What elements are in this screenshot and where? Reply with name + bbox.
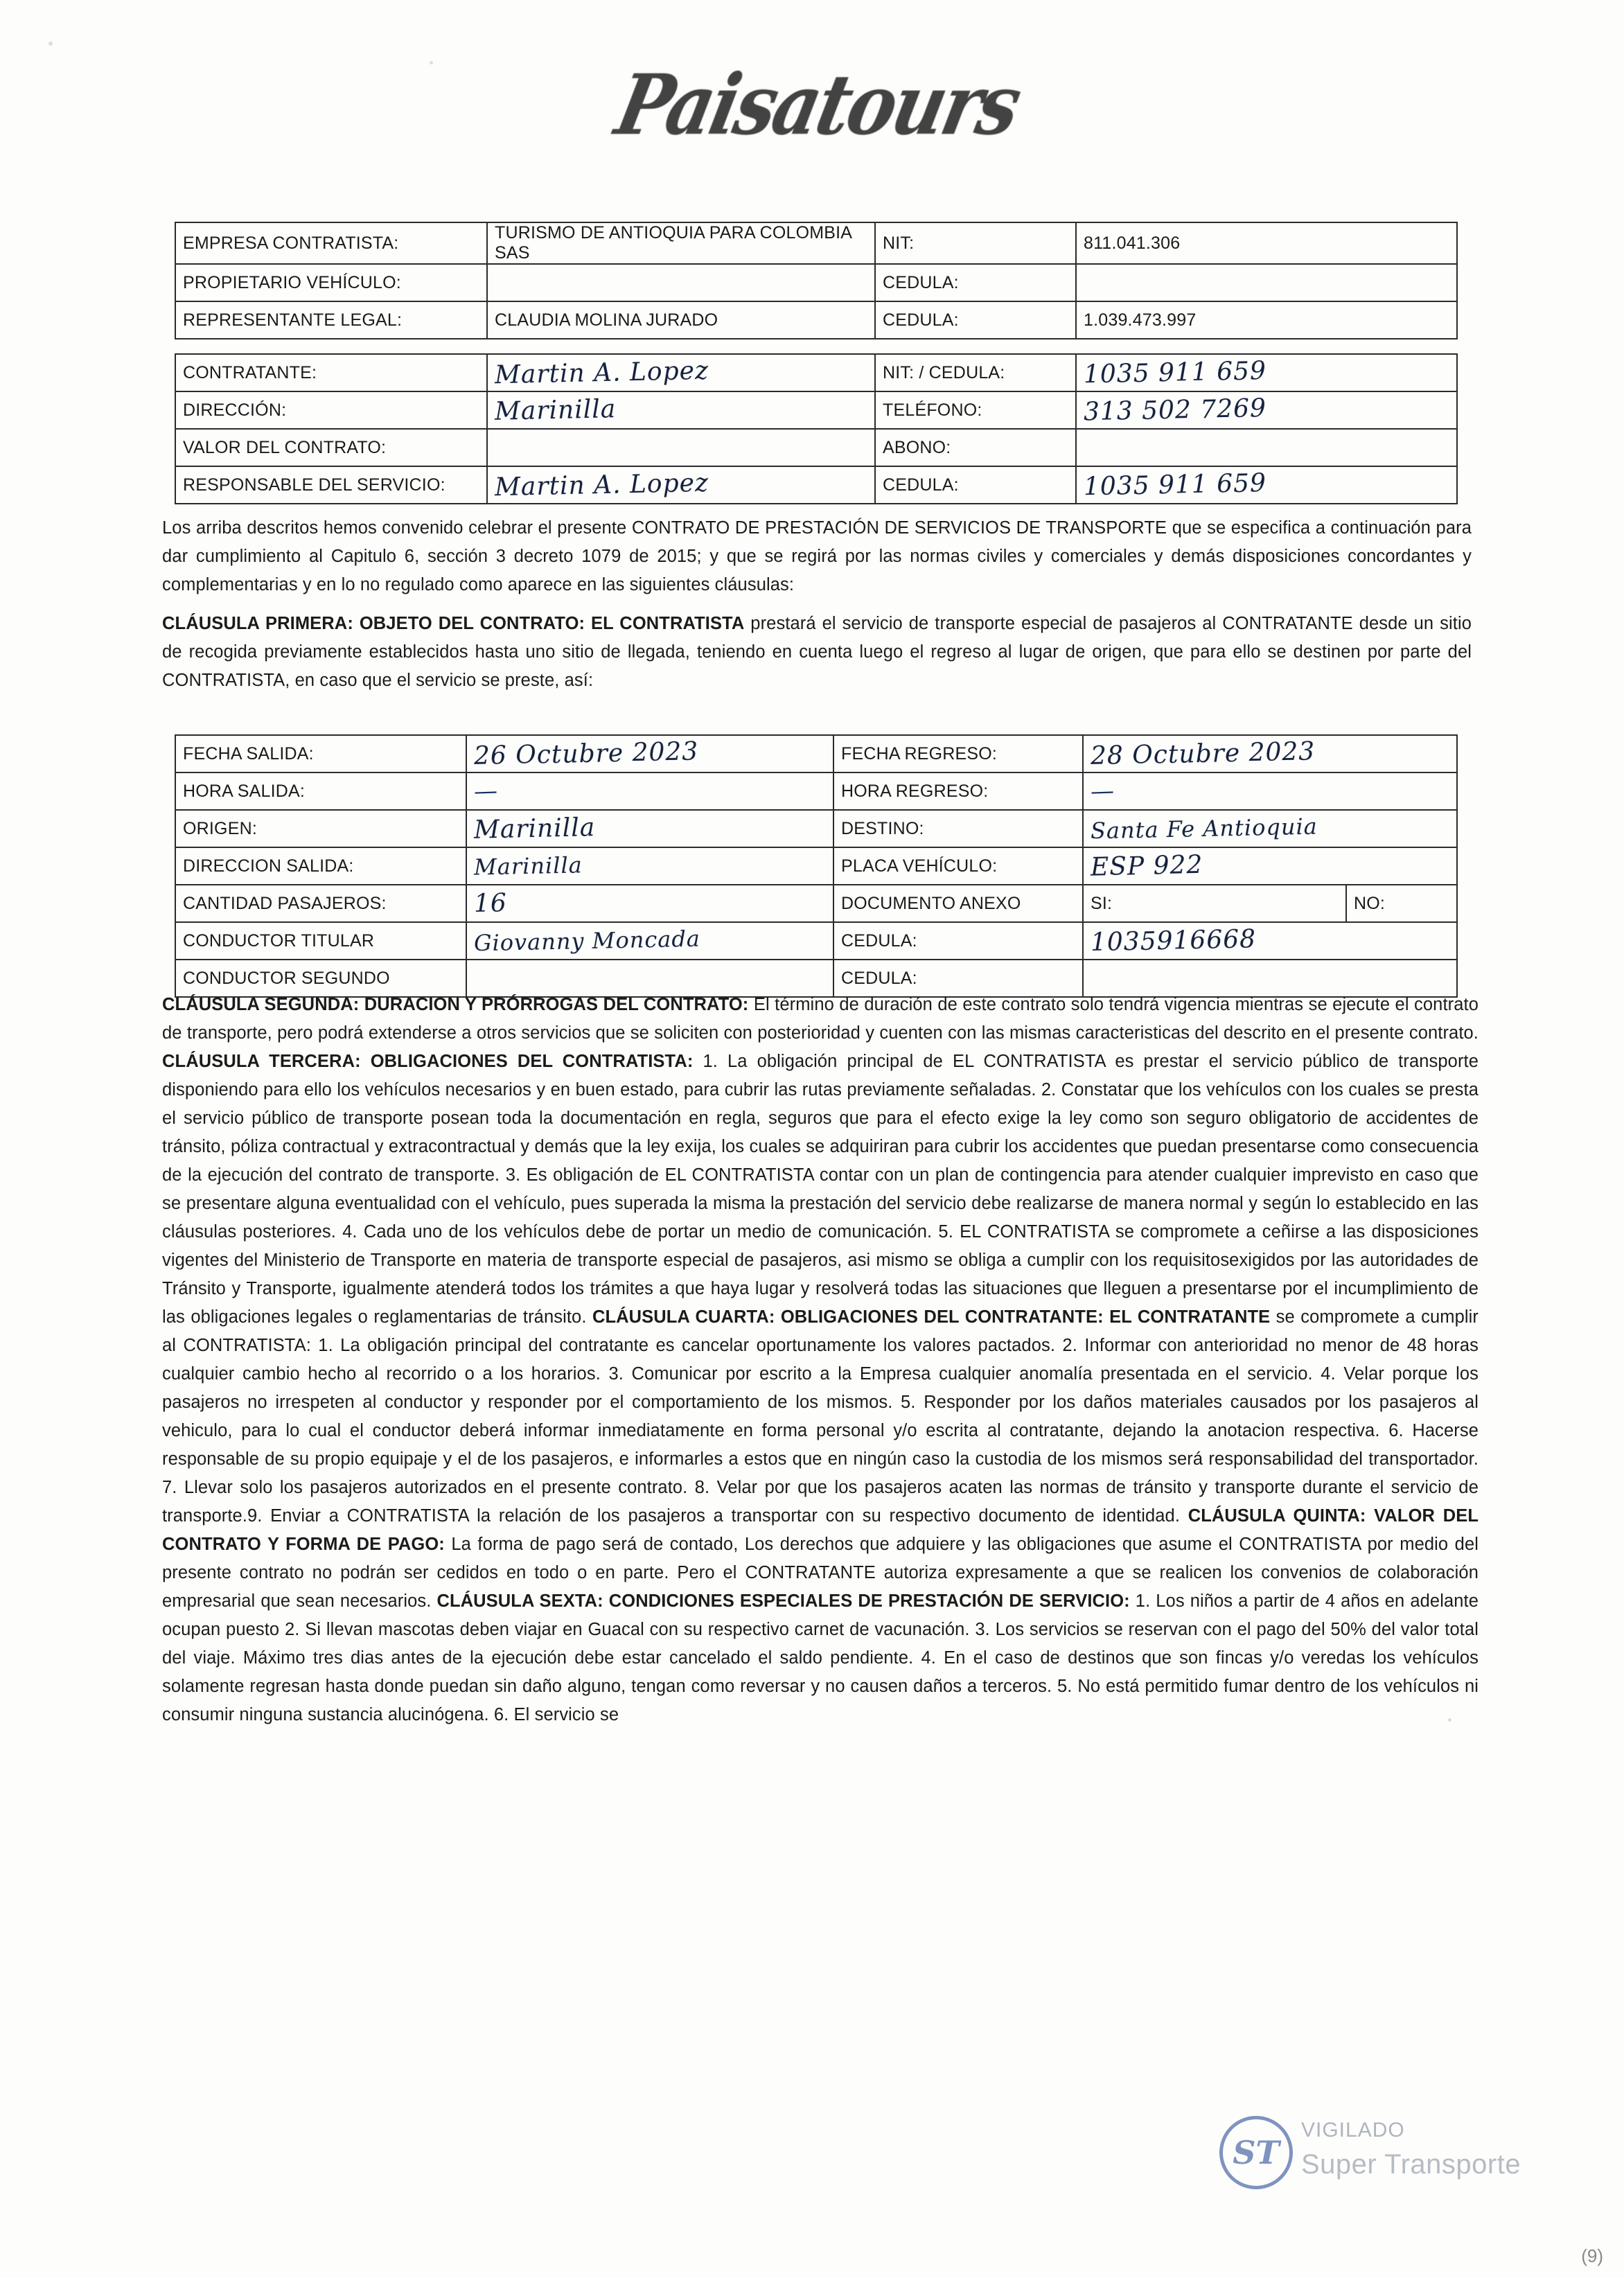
value-nit: 811.041.306 xyxy=(1076,222,1457,264)
scan-speck xyxy=(48,42,53,46)
value-hora-regreso xyxy=(1083,772,1457,810)
value-telefono xyxy=(1076,391,1457,429)
label-nit-cedula: NIT: / CEDULA: xyxy=(875,354,1076,391)
clause-fourth-body: se compromete a cumplir al CONTRATISTA: 1. La obligación principal del contratante es cancelar oportunamente los valores pactados. 2. Informar con anterioridad no menor de 48 horas cualquier cambio hecho al recorrido o a los horarios. 3. Comunicar por escrito a la Empresa cualquier anomalía presentada en el servicio. 4. Velar porque los pasajeros no irrespeten al conductor y responder por el comportamiento de los mismos. 5. Responder por los daños materiales causados por los pasajeros al vehiculo, para lo cual el conductor deberá informar inmediatamente en forma personal y/o escrita al contratante, dejando la anotacion respectiva. 6. Hacerse responsable de su propio equipaje y el de los pasajeros, e informarles a estos que en ningún caso la custodia de los mismos será responsabilidad del transportador. 7. Llevar solo los pasajeros autorizados en el presente contrato. 8. Velar por que los pasajeros acaten las normas de tránsito y transporte durante el servicio de transporte.9. Enviar a CONTRATISTA la relación de los pasajeros a transportar con su respectivo documento de identidad. xyxy=(162,1307,1479,1526)
label-nit: NIT: xyxy=(875,222,1076,264)
value-representante-legal: CLAUDIA MOLINA JURADO xyxy=(487,301,875,339)
label-direccion-salida: DIRECCION SALIDA: xyxy=(175,847,466,885)
contractor-info-table xyxy=(175,222,1458,339)
value-cedula-conductor xyxy=(1083,922,1457,960)
handwriting-direccion-salida: Marinilla xyxy=(473,851,583,881)
supervision-stamp xyxy=(1219,2106,1580,2224)
handwriting-destino: Santa Fe Antioquia xyxy=(1090,813,1318,845)
stamp-line-2: Super Transporte xyxy=(1301,2149,1521,2180)
label-hora-salida: HORA SALIDA: xyxy=(175,772,466,810)
table-row xyxy=(175,301,1457,339)
handwriting-fecha-regreso: 28 Octubre 2023 xyxy=(1090,737,1316,770)
handwriting-placa-vehiculo: ESP 922 xyxy=(1090,850,1203,882)
label-conductor-titular: CONDUCTOR TITULAR xyxy=(175,922,466,960)
table-row xyxy=(175,354,1457,391)
clause-third-body: 1. La obligación principal de EL CONTRATISTA es prestar el servicio público de transporte disponiendo para ello los vehículos necesarios y en buen estado, para cubrir las rutas previamente señaladas. 2. Constatar que los vehículos con los cuales se presta el servicio público de transporte posean toda la documentación en regla, seguros que para el efecto exige la ley como son seguro obligatorio de accidentes de tránsito, póliza contractual y extracontractual y demás que la ley exija, los cuales se adquiriran para cubrir los accidentes que puedan presentarse como consecuencia de la ejecución del contrato de transporte. 3. Es obligación de EL CONTRATISTA contar con un plan de contingencia para atender cualquier imprevisto en caso que se presentare alguna eventualidad con el vehículo, pues superada la misma la prestación del servicio debe realizarse de manera normal y según lo establecido en las cláusulas posteriores. 4. Cada uno de los vehículos debe de portar un medio de comunicación. 5. EL CONTRATISTA se compromete a ceñirse a las disposiciones vigentes del Ministerio de Transporte en materia de transporte especial de pasajeros, asi mismo se obliga a cumplir con los requisitosexigidos por las autoridades de Tránsito y Transporte, igualmente atenderá todos los trámites a que haya lugar y resolverá todas las situaciones que lleguen a presentarse por el incumplimiento de las obligaciones legales o reglamentarias de tránsito. xyxy=(162,1052,1479,1327)
clause-sixth-title: CLÁUSULA SEXTA: CONDICIONES ESPECIALES DE PRESTACIÓN DE SERVICIO: xyxy=(436,1591,1130,1611)
label-propietario-vehiculo: PROPIETARIO VEHÍCULO: xyxy=(175,264,487,301)
label-empresa-contratista: EMPRESA CONTRATISTA: xyxy=(175,222,487,264)
contracting-party-table xyxy=(175,353,1458,504)
value-origen xyxy=(466,810,833,847)
label-cedula-conductor-segundo: CEDULA: xyxy=(833,960,1083,997)
label-documento-anexo-si: SI: xyxy=(1083,885,1346,922)
label-destino: DESTINO: xyxy=(833,810,1083,847)
table-row xyxy=(175,772,1457,810)
stamp-line-1: VIGILADO xyxy=(1301,2119,1405,2142)
intro-text-1: Los arriba descritos hemos convenido celebrar el presente CONTRATO DE PRESTACIÓN DE SERVICIOS DE TRANSPORTE que se especifica a continuación para dar cumplimiento al Capitulo 6, sección 3 decreto 1079 de 2015; y que se regirá por las normas civiles y comerciales y demás disposiciones concordantes y complementarias y en lo no regulado como aparece en las siguientes cláusulas: xyxy=(162,518,1472,594)
table-row xyxy=(175,391,1457,429)
label-abono: ABONO: xyxy=(875,429,1076,466)
value-cedula-propietario xyxy=(1076,264,1457,301)
clause-first-title: CLÁUSULA PRIMERA: OBJETO DEL CONTRATO: EL CONTRATISTA xyxy=(162,614,745,633)
clause-second-body: El término de duración de este contrato solo tendrá vigencia mientras se ejecute el contrato de transporte, pero podrá extenderse a otros servicios que se soliciten con posterioridad y cuenten con las mismas caracteristicas del descrito en el presente contrato. xyxy=(162,995,1479,1043)
value-direccion-salida xyxy=(466,847,833,885)
label-origen: ORIGEN: xyxy=(175,810,466,847)
handwriting-direccion: Marinilla xyxy=(494,394,617,426)
label-responsable-servicio: RESPONSABLE DEL SERVICIO: xyxy=(175,466,487,504)
clauses-body xyxy=(162,991,1479,1729)
handwriting-conductor-titular: Giovanny Moncada xyxy=(473,925,701,957)
table-row xyxy=(175,466,1457,504)
handwriting-cantidad-pasajeros: 16 xyxy=(473,889,508,918)
label-cedula-representante: CEDULA: xyxy=(875,301,1076,339)
label-contratante: CONTRATANTE: xyxy=(175,354,487,391)
logo-text: Paisatours xyxy=(608,55,1027,154)
value-fecha-salida xyxy=(466,735,833,772)
label-placa-vehiculo: PLACA VEHÍCULO: xyxy=(833,847,1083,885)
table-row xyxy=(175,222,1457,264)
value-cantidad-pasajeros xyxy=(466,885,833,922)
clause-third-title: CLÁUSULA TERCERA: OBLIGACIONES DEL CONTRATISTA: xyxy=(162,1052,694,1071)
table-row xyxy=(175,264,1457,301)
clause-first-body: prestará el servicio de transporte especial de pasajeros al CONTRATANTE desde un sitio de recogida previamente establecidos hasta uno sitio de llegada, teniendo en cuenta luego el regreso al lugar de origen, que para ello se destinen por parte del CONTRATISTA, en caso que el servicio se preste, así: xyxy=(162,614,1472,690)
label-cedula-conductor: CEDULA: xyxy=(833,922,1083,960)
value-contratante xyxy=(487,354,875,391)
value-direccion xyxy=(487,391,875,429)
handwriting-contratante: Martin A. Lopez xyxy=(494,356,709,389)
clause-fifth-body: La forma de pago será de contado, Los derechos que adquiere y las obligaciones que asume el CONTRATISTA por medio del presente contrato no podrán ser cedidos en todo o en parte. Pero el CONTRATANTE autoriza expresamente a que se realicen los convenios de colaboración empresarial que sean necesarios. xyxy=(162,1535,1479,1611)
label-cedula-propietario: CEDULA: xyxy=(875,264,1076,301)
label-conductor-segundo: CONDUCTOR SEGUNDO xyxy=(175,960,466,997)
table-row xyxy=(175,922,1457,960)
handwriting-hora-salida: — xyxy=(473,777,498,806)
handwriting-fecha-salida: 26 Octubre 2023 xyxy=(473,737,699,770)
stamp-initials-icon: ST xyxy=(1219,2116,1293,2189)
handwriting-responsable: Martin A. Lopez xyxy=(494,468,709,502)
label-telefono: TELÉFONO: xyxy=(875,391,1076,429)
clause-fifth-title: CLÁUSULA QUINTA: VALOR DEL CONTRATO Y FORMA DE PAGO: xyxy=(162,1506,1479,1554)
scan-speck xyxy=(430,61,433,64)
value-cedula-representante: 1.039.473.997 xyxy=(1076,301,1457,339)
value-empresa-contratista: TURISMO DE ANTIOQUIA PARA COLOMBIA SAS xyxy=(487,222,875,264)
clause-fourth-title: CLÁUSULA CUARTA: OBLIGACIONES DEL CONTRATANTE: EL CONTRATANTE xyxy=(592,1307,1271,1327)
handwriting-cedula-responsable: 1035 911 659 xyxy=(1083,468,1267,502)
handwriting-nit-cedula: 1035 911 659 xyxy=(1083,356,1267,389)
handwriting-origen: Marinilla xyxy=(473,813,596,845)
handwriting-cedula-conductor: 1035916668 xyxy=(1090,925,1257,957)
label-documento-anexo: DOCUMENTO ANEXO xyxy=(833,885,1083,922)
value-placa-vehiculo xyxy=(1083,847,1457,885)
clause-sixth-body: 1. Los niños a partir de 4 años en adelante ocupan puesto 2. Si llevan mascotas deben viajar en Guacal con su respectivo carnet de vacunación. 3. Los servicios se reservan con el pago del 50% del valor total del viaje. Máximo tres dias antes de la ejecución debe estar cancelado el saldo pendiente. 4. En el caso de destinos que son fincas y/o veredas los vehículos solamente regresan hasta donde puedan sin daño alguno, tengan como reversar y no causen daños a terceros. 5. No está permitido fumar dentro de los vehículos ni consumir ninguna sustancia alucinógena. 6. El servicio se xyxy=(162,1591,1479,1724)
intro-paragraph-1 xyxy=(162,514,1472,599)
label-fecha-salida: FECHA SALIDA: xyxy=(175,735,466,772)
value-propietario-vehiculo xyxy=(487,264,875,301)
value-responsable-servicio xyxy=(487,466,875,504)
label-fecha-regreso: FECHA REGRESO: xyxy=(833,735,1083,772)
label-cedula-responsable: CEDULA: xyxy=(875,466,1076,504)
table-row xyxy=(175,735,1457,772)
label-representante-legal: REPRESENTANTE LEGAL: xyxy=(175,301,487,339)
table-row xyxy=(175,810,1457,847)
label-direccion: DIRECCIÓN: xyxy=(175,391,487,429)
intro-paragraph-2 xyxy=(162,610,1472,695)
value-conductor-titular xyxy=(466,922,833,960)
table-row xyxy=(175,885,1457,922)
table-row xyxy=(175,429,1457,466)
handwriting-telefono: 313 502 7269 xyxy=(1083,394,1267,427)
handwriting-hora-regreso: — xyxy=(1090,777,1115,806)
value-destino xyxy=(1083,810,1457,847)
value-valor-contrato xyxy=(487,429,875,466)
page-corner-mark: (9) xyxy=(1581,2245,1603,2266)
value-abono xyxy=(1076,429,1457,466)
label-cantidad-pasajeros: CANTIDAD PASAJEROS: xyxy=(175,885,466,922)
value-cedula-responsable xyxy=(1076,466,1457,504)
label-valor-contrato: VALOR DEL CONTRATO: xyxy=(175,429,487,466)
company-logo xyxy=(554,55,1081,187)
label-hora-regreso: HORA REGRESO: xyxy=(833,772,1083,810)
service-details-table xyxy=(175,734,1458,998)
label-documento-anexo-no: NO: xyxy=(1346,885,1457,922)
value-nit-cedula xyxy=(1076,354,1457,391)
clause-second-title: CLÁUSULA SEGUNDA: DURACION Y PRÓRROGAS DEL CONTRATO: xyxy=(162,995,749,1014)
table-row xyxy=(175,847,1457,885)
value-fecha-regreso xyxy=(1083,735,1457,772)
value-hora-salida xyxy=(466,772,833,810)
